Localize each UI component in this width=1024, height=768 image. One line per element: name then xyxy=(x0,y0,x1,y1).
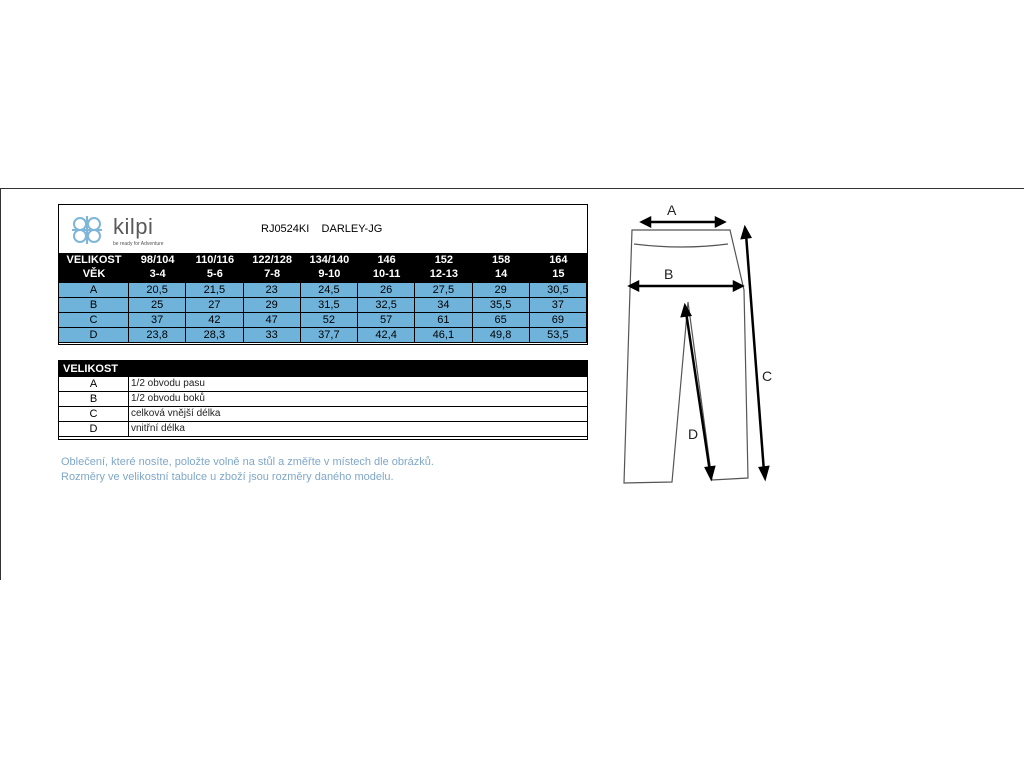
value-cell: 49,8 xyxy=(473,328,530,342)
legend-description: vnitřní délka xyxy=(131,423,185,434)
diagram-label-c: C xyxy=(762,368,773,384)
age-header-cell: 12-13 xyxy=(429,268,458,280)
kilpi-logo xyxy=(67,211,167,249)
kilpi-knot-icon xyxy=(67,211,107,249)
value-cell: 28,3 xyxy=(186,328,243,342)
table-row xyxy=(59,298,587,313)
size-row-label: VELIKOST xyxy=(66,254,122,266)
age-header-cell: 14 xyxy=(495,268,508,280)
legend-row xyxy=(59,377,587,392)
size-header-cell: 158 xyxy=(491,254,511,266)
size-header-cell: 98/104 xyxy=(140,254,175,266)
diagram-label-d: D xyxy=(688,426,699,442)
note-line-2: Rozměry ve velikostní tabulce u zboží jsou rozměry daného modelu. xyxy=(61,471,394,483)
diagram-label-a: A xyxy=(667,202,677,218)
value-cell: 57 xyxy=(358,313,415,327)
age-header-cell: 10-11 xyxy=(372,268,401,280)
value-cell: 37 xyxy=(129,313,186,327)
value-cell: 31,5 xyxy=(301,298,358,312)
value-cell: 25 xyxy=(129,298,186,312)
value-cell: 29 xyxy=(244,298,301,312)
size-table xyxy=(58,204,588,345)
value-cell: 27,5 xyxy=(415,283,472,297)
pants-outline-icon xyxy=(612,200,792,490)
legend-title: VELIKOST xyxy=(59,361,587,377)
row-label-cell: C xyxy=(59,313,129,327)
value-cell: 29 xyxy=(473,283,530,297)
value-cell: 35,5 xyxy=(473,298,530,312)
size-header-cell: 152 xyxy=(434,254,454,266)
row-label-cell: A xyxy=(59,283,129,297)
value-cell: 37,7 xyxy=(301,328,358,342)
value-cell: 42,4 xyxy=(358,328,415,342)
size-header-cell: 110/116 xyxy=(195,254,235,266)
legend-letter: A xyxy=(59,377,129,391)
value-cell: 69 xyxy=(530,313,587,327)
legend-letter: B xyxy=(59,392,129,406)
value-cell: 42 xyxy=(186,313,243,327)
size-header-cell: 164 xyxy=(549,254,568,266)
value-cell: 37 xyxy=(530,298,587,312)
value-cell: 34 xyxy=(415,298,472,312)
value-cell: 33 xyxy=(244,328,301,342)
size-header-cell: 134/140 xyxy=(309,254,350,266)
brand-tagline: be ready for Adventure xyxy=(113,241,164,247)
row-label-cell: B xyxy=(59,298,129,312)
legend-letter: D xyxy=(59,422,129,436)
value-cell: 32,5 xyxy=(358,298,415,312)
pants-diagram xyxy=(612,200,792,490)
size-row xyxy=(59,253,587,267)
value-cell: 61 xyxy=(415,313,472,327)
value-cell: 46,1 xyxy=(415,328,472,342)
row-label-cell: D xyxy=(59,328,129,342)
legend-letter: C xyxy=(59,407,129,421)
product-model: DARLEY-JG xyxy=(321,223,383,235)
value-cell: 23,8 xyxy=(129,328,186,342)
legend-row xyxy=(59,407,587,422)
age-header-cell: 5-6 xyxy=(206,268,223,280)
value-cell: 27 xyxy=(186,298,243,312)
value-cell: 52 xyxy=(301,313,358,327)
legend-row xyxy=(59,422,587,437)
note-line-1: Oblečení, které nosíte, položte volně na stůl a změřte v místech dle obrázků. xyxy=(61,456,434,468)
age-header-cell: 3-4 xyxy=(149,268,166,280)
age-header-cell: 15 xyxy=(552,268,565,280)
size-header-cell: 122/128 xyxy=(252,254,292,266)
age-row-label: VĚK xyxy=(82,268,106,280)
value-cell: 21,5 xyxy=(186,283,243,297)
age-header-cell: 9-10 xyxy=(318,268,341,280)
age-header-cell: 7-8 xyxy=(264,268,281,280)
legend-row xyxy=(59,392,587,407)
value-cell: 47 xyxy=(244,313,301,327)
table-row xyxy=(59,283,587,298)
product-code: RJ0524KI xyxy=(261,223,310,235)
legend-table xyxy=(58,360,588,440)
value-cell: 20,5 xyxy=(129,283,186,297)
value-cell: 30,5 xyxy=(530,283,587,297)
value-cell: 24,5 xyxy=(301,283,358,297)
brand-name: kilpi xyxy=(113,214,154,239)
age-row xyxy=(59,267,587,283)
legend-description: 1/2 obvodu boků xyxy=(131,393,205,404)
legend-description: celková vnější délka xyxy=(131,408,221,419)
value-cell: 23 xyxy=(244,283,301,297)
value-cell: 53,5 xyxy=(530,328,587,342)
product-title xyxy=(261,223,382,235)
legend-description: 1/2 obvodu pasu xyxy=(131,378,205,389)
value-cell: 65 xyxy=(473,313,530,327)
table-row xyxy=(59,328,587,343)
table-row xyxy=(59,313,587,328)
table-header xyxy=(59,205,587,254)
value-cell: 26 xyxy=(358,283,415,297)
size-header-cell: 146 xyxy=(377,254,396,266)
diagram-label-b: B xyxy=(664,266,674,282)
